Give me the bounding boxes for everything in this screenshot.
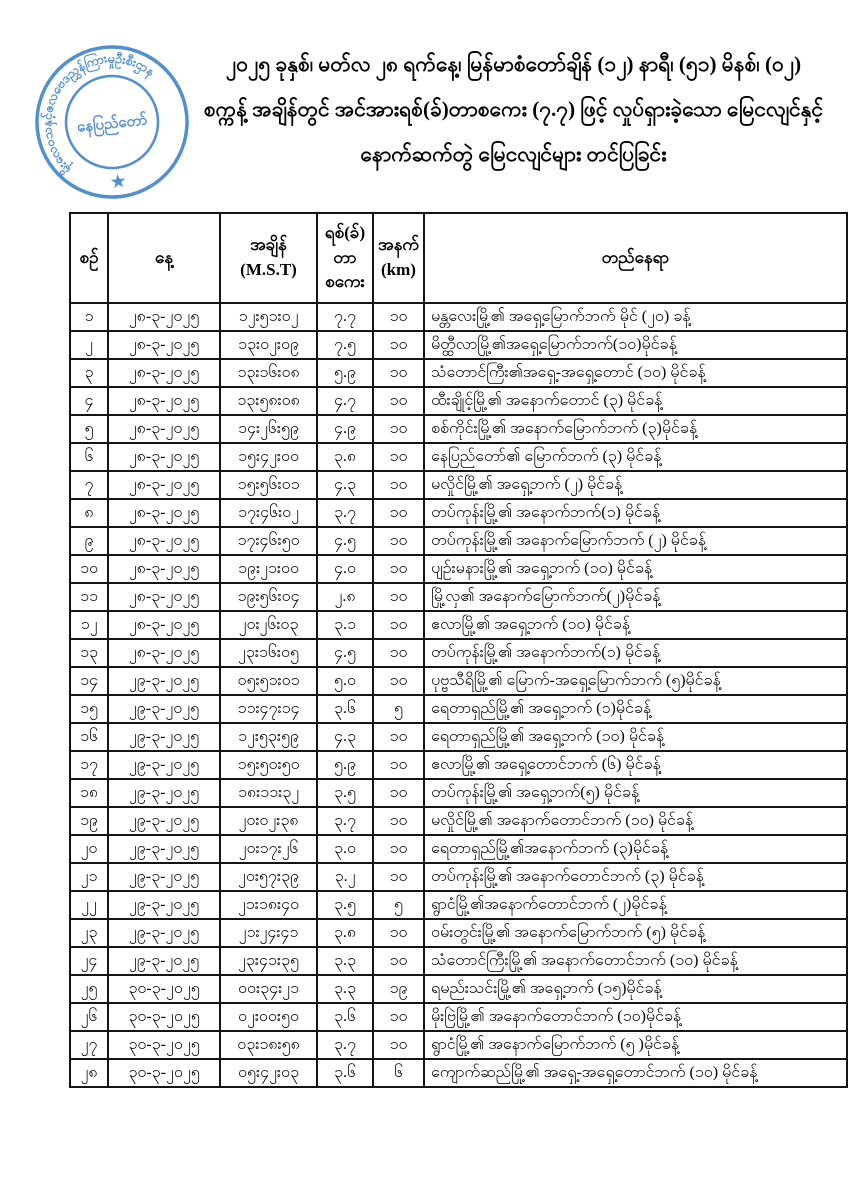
stamp-ring-text: မိုးလေဝသနှင့်ဇလဗေဒညွှန်ကြားမှုဦးစီးဌာန (40, 51, 158, 177)
cell-date: ၂၉-၃-၂၀၂၅ (108, 667, 220, 695)
cell-location: ရေတာရှည်မြို့၏ အရှေ့ဘက် (၁၀) မိုင်ခန့် (424, 723, 847, 751)
cell-magnitude: ၇.၇ (317, 303, 373, 331)
cell-date: ၂၈-၃-၂၀၂၅ (108, 527, 220, 555)
cell-date: ၂၈-၃-၂၀၂၅ (108, 415, 220, 443)
cell-date: ၂၈-၃-၂၀၂၅ (108, 387, 220, 415)
department-stamp (24, 34, 200, 210)
cell-date: ၂၉-၃-၂၀၂၅ (108, 723, 220, 751)
cell-time: ၀၅း၅၁း၀၁ (220, 667, 317, 695)
cell-magnitude: ၃.၀ (317, 835, 373, 863)
cell-date: ၂၈-၃-၂၀၂၅ (108, 583, 220, 611)
table-row (70, 583, 847, 611)
cell-date: ၂၈-၃-၂၀၂၅ (108, 471, 220, 499)
cell-time: ၀၂း၀၀း၅၀ (220, 1003, 317, 1031)
table-row (70, 835, 847, 863)
title-line-3: နောက်ဆက်တွဲ မြေငလျင်များ တင်ပြခြင်း (360, 142, 667, 166)
cell-no: ၇ (70, 471, 108, 499)
cell-time: ၁၂း၅၁း၀၂ (220, 303, 317, 331)
table-row (70, 863, 847, 891)
cell-date: ၂၉-၃-၂၀၂၅ (108, 751, 220, 779)
cell-location: တပ်ကုန်းမြို့၏ အရှေ့ဘက်(၅) မိုင်ခန့် (424, 779, 847, 807)
cell-magnitude: ၄.၅ (317, 639, 373, 667)
cell-depth: ၁၀ (373, 303, 424, 331)
cell-no: ၂၈ (70, 1059, 108, 1087)
stamp-center-text: နေပြည်တော် (76, 112, 149, 136)
cell-location: မိုးဗြဲမြို့၏ အနောက်တောင်ဘက် (၁၀)မိုင်ခန့် (424, 1003, 847, 1031)
table-row (70, 1059, 847, 1087)
cell-depth: ၁၀ (373, 919, 424, 947)
cell-location: ဧလာမြို့၏ အရှေ့တောင်ဘက် (၆) မိုင်ခန့် (424, 751, 847, 779)
cell-depth: ၅ (373, 891, 424, 919)
table-row (70, 443, 847, 471)
cell-location: မြို့လှ၏ အနောက်မြောက်ဘက်(၂)မိုင်ခန့် (424, 583, 847, 611)
cell-date: ၂၈-၃-၂၀၂၅ (108, 443, 220, 471)
cell-no: ၁၁ (70, 583, 108, 611)
cell-time: ၂၀း၀၂း၃၈ (220, 807, 317, 835)
table-row (70, 1031, 847, 1059)
aftershock-table (69, 212, 848, 1088)
column-header-depth: အနက် (km) (373, 213, 424, 303)
cell-date: ၂၈-၃-၂၀၂၅ (108, 611, 220, 639)
cell-location: မန္တလေးမြို့၏ အရှေ့မြောက်ဘက် မိုင် (၂၀) ခန့် (424, 303, 847, 331)
table-body (70, 303, 847, 1087)
cell-date: ၂၉-၃-၂၀၂၅ (108, 947, 220, 975)
table-row (70, 499, 847, 527)
table-row (70, 947, 847, 975)
cell-no: ၂၂ (70, 891, 108, 919)
table-row (70, 695, 847, 723)
cell-depth: ၅ (373, 695, 424, 723)
cell-no: ၁၅ (70, 695, 108, 723)
column-header-no: စဉ် (70, 213, 108, 303)
cell-depth: ၁၀ (373, 471, 424, 499)
column-header-magnitude: ရစ်(ခ်) တာ စကေး (317, 213, 373, 303)
cell-magnitude: ၄.၅ (317, 527, 373, 555)
cell-depth: ၁၀ (373, 947, 424, 975)
cell-location: သံတောင်ကြီး၏အရှေ့-အရှေ့တောင် (၁၀) မိုင်ခန့် (424, 359, 847, 387)
table-row (70, 527, 847, 555)
cell-date: ၂၈-၃-၂၀၂၅ (108, 639, 220, 667)
cell-magnitude: ၃.၁ (317, 611, 373, 639)
cell-depth: ၁၀ (373, 807, 424, 835)
cell-depth: ၁၀ (373, 583, 424, 611)
cell-time: ၂၀း၁၇း၂၆ (220, 835, 317, 863)
cell-depth: ၁၀ (373, 359, 424, 387)
cell-magnitude: ၃.၃ (317, 947, 373, 975)
cell-date: ၂၉-၃-၂၀၂၅ (108, 863, 220, 891)
cell-no: ၂ (70, 331, 108, 359)
cell-time: ၁၅း၄၂း၀၀ (220, 443, 317, 471)
cell-depth: ၁၀ (373, 499, 424, 527)
cell-magnitude: ၅.၉ (317, 751, 373, 779)
cell-time: ၁၉း၅၆း၀၄ (220, 583, 317, 611)
cell-depth: ၁၀ (373, 443, 424, 471)
cell-location: ဝမ်းတွင်းမြို့၏ အနောက်မြောက်ဘက် (၅) မိုင်ခန့် (424, 919, 847, 947)
cell-time: ၂၁း၁၈း၄၀ (220, 891, 317, 919)
cell-location: ရမည်းသင်းမြို့၏ အရှေ့ဘက် (၁၅)မိုင်ခန့် (424, 975, 847, 1003)
cell-date: ၂၉-၃-၂၀၂၅ (108, 835, 220, 863)
cell-time: ၁၇း၄၆း၀၂ (220, 499, 317, 527)
table-row (70, 303, 847, 331)
cell-depth: ၁၀ (373, 779, 424, 807)
cell-date: ၂၈-၃-၂၀၂၅ (108, 331, 220, 359)
cell-time: ၂၀း၅၇း၃၉ (220, 863, 317, 891)
cell-date: ၂၈-၃-၂၀၂၅ (108, 555, 220, 583)
table-row (70, 639, 847, 667)
cell-location: ရွာငံမြို့၏အနောက်တောင်ဘက် (၂)မိုင်ခန့် (424, 891, 847, 919)
cell-date: ၂၉-၃-၂၀၂၅ (108, 807, 220, 835)
cell-magnitude: ၃.၂ (317, 863, 373, 891)
cell-time: ၀၅း၄၂း၀၃ (220, 1059, 317, 1087)
cell-date: ၃၀-၃-၂၀၂၅ (108, 1059, 220, 1087)
cell-time: ၁၉း၂၁း၀၀ (220, 555, 317, 583)
cell-magnitude: ၃.၇ (317, 1031, 373, 1059)
cell-time: ၀၃း၁၈း၅၈ (220, 1031, 317, 1059)
title-line-2: စက္ကန့် အချိန်တွင် အင်အားရစ်(ခ်)တာစကေး (၇.၇) ဖြင့် လှုပ်ရှားခဲ့သော မြေငလျင်နှင့် (203, 97, 824, 121)
cell-location: ကျောက်ဆည်မြို့၏ အရှေ့-အရှေ့တောင်ဘက် (၁၀) မိုင်ခန့် (424, 1059, 847, 1087)
cell-depth: ၁၀ (373, 667, 424, 695)
cell-date: ၂၉-၃-၂၀၂၅ (108, 695, 220, 723)
table-row (70, 723, 847, 751)
cell-date: ၂၉-၃-၂၀၂၅ (108, 919, 220, 947)
cell-no: ၁၃ (70, 639, 108, 667)
cell-time: ၁၂း၅၃း၅၉ (220, 723, 317, 751)
cell-no: ၃ (70, 359, 108, 387)
cell-magnitude: ၄.၃ (317, 471, 373, 499)
cell-date: ၂၉-၃-၂၀၂၅ (108, 891, 220, 919)
cell-date: ၃၀-၃-၂၀၂၅ (108, 1031, 220, 1059)
cell-time: ၁၁း၄၇း၁၄ (220, 695, 317, 723)
cell-time: ၁၇း၄၆း၅၀ (220, 527, 317, 555)
cell-depth: ၁၀ (373, 751, 424, 779)
cell-time: ၁၃း၁၆း၀၈ (220, 359, 317, 387)
cell-depth: ၆ (373, 1059, 424, 1087)
cell-location: စစ်ကိုင်းမြို့၏ အနောက်မြောက်ဘက် (၃)မိုင်ခန့် (424, 415, 847, 443)
table-row (70, 807, 847, 835)
table-row (70, 555, 847, 583)
cell-depth: ၁၀ (373, 415, 424, 443)
cell-location: ဧလာမြို့၏ အရှေ့ဘက် (၁၀) မိုင်ခန့် (424, 611, 847, 639)
cell-date: ၂၉-၃-၂၀၂၅ (108, 779, 220, 807)
cell-time: ၁၃း၅၈း၀၈ (220, 387, 317, 415)
cell-magnitude: ၅.၉ (317, 359, 373, 387)
cell-no: ၂၆ (70, 1003, 108, 1031)
cell-no: ၉ (70, 527, 108, 555)
cell-no: ၆ (70, 443, 108, 471)
title-line-1: ၂၀၂၅ ခုနှစ်၊ မတ်လ ၂၈ ရက်နေ့၊ မြန်မာစံတော်ချိန် (၁၂) နာရီ၊ (၅၁) မိနစ်၊ (၀၂) (225, 52, 802, 76)
cell-magnitude: ၄.၉ (317, 415, 373, 443)
cell-location: တပ်ကုန်းမြို့၏ အနောက်မြောက်ဘက် (၂) မိုင်ခန့် (424, 527, 847, 555)
cell-depth: ၁၀ (373, 331, 424, 359)
cell-location: မလှိုင်မြို့၏ အရှေ့ဘက် (၂) မိုင်ခန့် (424, 471, 847, 499)
cell-no: ၈ (70, 499, 108, 527)
table-row (70, 667, 847, 695)
cell-magnitude: ၃.၃ (317, 975, 373, 1003)
cell-depth: ၁၀ (373, 611, 424, 639)
cell-location: တပ်ကုန်းမြို့၏ အနောက်ဘက်(၁) မိုင်ခန့် (424, 639, 847, 667)
cell-date: ၂၈-၃-၂၀၂၅ (108, 499, 220, 527)
cell-time: ၁၈း၁၁း၃၂ (220, 779, 317, 807)
cell-no: ၅ (70, 415, 108, 443)
table-row (70, 751, 847, 779)
cell-depth: ၁၀ (373, 639, 424, 667)
cell-magnitude: ၇.၅ (317, 331, 373, 359)
cell-time: ၂၃း၄၁း၃၅ (220, 947, 317, 975)
cell-depth: ၁၀ (373, 555, 424, 583)
column-header-location: တည်နေရာ (424, 213, 847, 303)
cell-location: ရေတာရှည်မြို့၏အနောက်ဘက် (၃)မိုင်ခန့် (424, 835, 847, 863)
table-row (70, 415, 847, 443)
cell-magnitude: ၃.၈ (317, 443, 373, 471)
cell-depth: ၁၀ (373, 863, 424, 891)
cell-magnitude: ၃.၈ (317, 919, 373, 947)
cell-time: ၂၃း၁၆း၀၅ (220, 639, 317, 667)
cell-magnitude: ၃.၆ (317, 695, 373, 723)
cell-magnitude: ၂.၈ (317, 583, 373, 611)
cell-magnitude: ၃.၆ (317, 1059, 373, 1087)
cell-depth: ၁၀ (373, 1031, 424, 1059)
table-row (70, 359, 847, 387)
table-row (70, 611, 847, 639)
cell-magnitude: ၅.၀ (317, 667, 373, 695)
cell-magnitude: ၃.၅ (317, 891, 373, 919)
table-header-row (70, 213, 847, 303)
cell-location: ပုဗ္ဗသီရိမြို့၏ မြောက်-အရှေ့မြောက်ဘက် (၅)မိုင်ခန့် (424, 667, 847, 695)
cell-no: ၁၂ (70, 611, 108, 639)
cell-location: သံတောင်ကြီးမြို့၏ အနောက်တောင်ဘက် (၁၀) မိုင်ခန့် (424, 947, 847, 975)
cell-no: ၂၁ (70, 863, 108, 891)
cell-time: ၁၅း၅၀း၅၀ (220, 751, 317, 779)
column-header-date: နေ့ (108, 213, 220, 303)
cell-magnitude: ၃.၇ (317, 499, 373, 527)
table-head (70, 213, 847, 303)
table-row (70, 1003, 847, 1031)
cell-no: ၂၅ (70, 975, 108, 1003)
cell-no: ၂၇ (70, 1031, 108, 1059)
cell-depth: ၁၀ (373, 723, 424, 751)
cell-location: တပ်ကုန်းမြို့၏ အနောက်တောင်ဘက် (၃) မိုင်ခန့် (424, 863, 847, 891)
cell-depth: ၁၀ (373, 527, 424, 555)
cell-time: ၁၅း၅၆း၀၁ (220, 471, 317, 499)
cell-no: ၁၀ (70, 555, 108, 583)
cell-no: ၁၉ (70, 807, 108, 835)
cell-no: ၂၄ (70, 947, 108, 975)
cell-location: မလှိုင်မြို့၏ အနောက်တောင်ဘက် (၁၀) မိုင်ခန့် (424, 807, 847, 835)
cell-magnitude: ၃.၇ (317, 807, 373, 835)
star-icon: ★ (108, 170, 128, 194)
table-row (70, 975, 847, 1003)
cell-no: ၁ (70, 303, 108, 331)
cell-no: ၁၆ (70, 723, 108, 751)
cell-location: ရွာငံမြို့၏ အနောက်မြောက်ဘက် (၅ )မိုင်ခန့် (424, 1031, 847, 1059)
cell-time: ၁၃း၀၂း၀၉ (220, 331, 317, 359)
table-row (70, 387, 847, 415)
cell-date: ၂၈-၃-၂၀၂၅ (108, 359, 220, 387)
cell-depth: ၁၀ (373, 1003, 424, 1031)
cell-time: ၂၁း၂၄း၄၁ (220, 919, 317, 947)
table-row (70, 891, 847, 919)
cell-no: ၂၀ (70, 835, 108, 863)
cell-magnitude: ၃.၆ (317, 1003, 373, 1031)
cell-magnitude: ၄.၃ (317, 723, 373, 751)
cell-location: ရေတာရှည်မြို့၏ အရှေ့ဘက် (၁)မိုင်ခန့် (424, 695, 847, 723)
cell-depth: ၁၉ (373, 975, 424, 1003)
cell-no: ၁၇ (70, 751, 108, 779)
column-header-time: အချိန် (M.S.T) (220, 213, 317, 303)
table-row (70, 331, 847, 359)
cell-depth: ၁၀ (373, 387, 424, 415)
cell-date: ၃၀-၃-၂၀၂၅ (108, 975, 220, 1003)
cell-location: ပျဉ်းမနားမြို့၏ အရှေ့ဘက် (၁၀) မိုင်ခန့် (424, 555, 847, 583)
cell-location: ထီးချိုင့်မြို့၏ အနောက်တောင် (၃) မိုင်ခန့် (424, 387, 847, 415)
cell-date: ၂၈-၃-၂၀၂၅ (108, 303, 220, 331)
cell-depth: ၁၀ (373, 835, 424, 863)
cell-no: ၁၄ (70, 667, 108, 695)
cell-no: ၁၈ (70, 779, 108, 807)
cell-time: ၁၄း၂၆း၅၉ (220, 415, 317, 443)
cell-no: ၄ (70, 387, 108, 415)
table-row (70, 919, 847, 947)
table-row (70, 471, 847, 499)
cell-date: ၃၀-၃-၂၀၂၅ (108, 1003, 220, 1031)
cell-time: ၂၀း၂၆း၀၃ (220, 611, 317, 639)
cell-no: ၂၃ (70, 919, 108, 947)
cell-location: နေပြည်တော်၏ မြောက်ဘက် (၃) မိုင်ခန့် (424, 443, 847, 471)
cell-location: တပ်ကုန်းမြို့၏ အနောက်ဘက်(၁) မိုင်ခန့် (424, 499, 847, 527)
cell-magnitude: ၄.၇ (317, 387, 373, 415)
cell-time: ၀၀း၃၄း၂၁ (220, 975, 317, 1003)
cell-location: မိတ္ထီလာမြို့၏အရှေ့မြောက်ဘက်(၁၀)မိုင်ခန့် (424, 331, 847, 359)
table-row (70, 779, 847, 807)
cell-magnitude: ၄.၀ (317, 555, 373, 583)
cell-magnitude: ၃.၅ (317, 779, 373, 807)
